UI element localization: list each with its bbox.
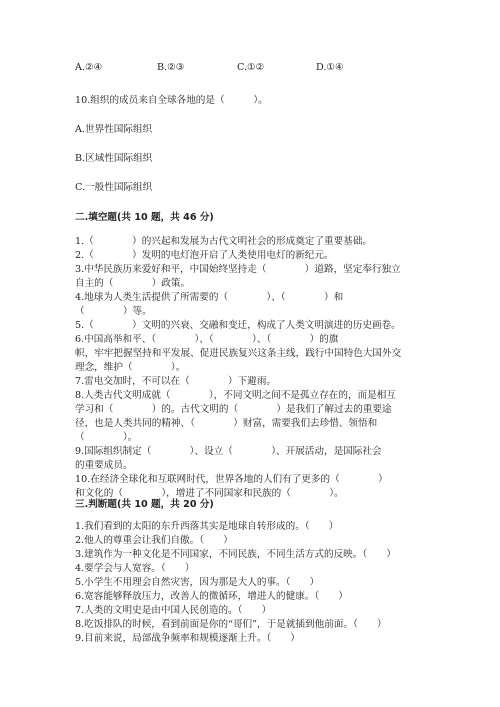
option-a: A.②④ (75, 62, 103, 73)
judge-line: 3.建筑作为一种文化是不同国家，不同民族，不同生活方式的反映。（ ） (75, 549, 396, 560)
judge-line: 7.人类的文明史是由中国人民创造的。（ ） (75, 605, 272, 616)
fill-line: 3.中华民族历来爱好和平，中国始终坚持走（ ）道路，坚定奉行独立 (75, 264, 401, 275)
fill-line: 径，也是人类共同的精神、（ ）财富，需要我们去珍惜、领悟和 (75, 418, 378, 429)
fill-line: 理念，维护（ ）。 (75, 362, 186, 373)
section-fill-blank-heading: 二.填空题(共 10 题，共 46 分) (75, 212, 214, 223)
fill-line: 2.（ ）发明的电灯泡开启了人类使用电灯的新纪元。 (75, 250, 334, 261)
fill-line: 10.在经济全球化和互联网时代，世界各地的人们有了更多的（ ） (75, 474, 388, 485)
option-b: B.②③ (157, 62, 185, 73)
q10-option-c: C.一般性国际组织 (75, 182, 153, 193)
judge-line: 2.他人的尊重会让我们自傲。（ ） (75, 535, 233, 546)
fill-line: 和文化的（ ），增进了不同国家和民族的（ ）。 (75, 488, 344, 499)
section-true-false-heading: 三.判断题(共 10 题，共 20 分) (75, 499, 214, 510)
option-c: C.①② (237, 62, 265, 73)
fill-line: 8.人类古代文明成就（ ），不同文明之间不是孤立存在的，而是相互 (75, 390, 396, 401)
q10-option-b: B.区域性国际组织 (75, 153, 153, 164)
judge-line: 1.我们看到的太阳的东升西落其实是地球自转形成的。（ ） (75, 521, 339, 532)
judge-line: 5.小学生不用理会自然灾害，因为那是大人的事。（ ） (75, 577, 320, 588)
fill-line: 9.国际组织制定（ ）、设立（ ）、开展活动，是国际社会 (75, 446, 382, 457)
q9-options (75, 62, 435, 76)
judge-line: 8.吃饭排队的时候，看到前面是你的“哥们”，于是就插到他前面。（ ） (75, 619, 387, 630)
true-false-questions (75, 520, 435, 646)
fill-line: 帜，牢牢把握坚持和平发展、促进民族复兴这条主线，践行中国特色大国外交 (75, 348, 402, 359)
fill-line: 自主的（ ）政策。 (75, 278, 191, 289)
option-d: D.①④ (316, 62, 344, 73)
fill-line: 6.中国高举和平、（ ）、（ ）、（ ）的旗 (75, 334, 339, 345)
judge-line: 6.宽容能够释放压力，改善人的微循环，增进人的健康。（ ） (75, 591, 348, 602)
fill-line: 的重要成员。 (75, 460, 133, 471)
judge-line: 9.目前来说，局部战争频率和规模逐渐上升。（ ） (75, 633, 301, 644)
q10-option-a: A.世界性国际组织 (75, 124, 153, 135)
fill-line: 学习和（ ）的。古代文明的（ ）是我们了解过去的重要途 (75, 404, 392, 415)
fill-line: 5.（ ）文明的兴衰、交融和变迁，构成了人类文明演进的历史画卷。 (75, 320, 401, 331)
fill-blank-questions (75, 235, 435, 501)
fill-line: （ ）等。 (75, 306, 152, 317)
fill-line: 7.雷电交加时，不可以在（ ）下避雨。 (75, 376, 277, 387)
fill-line: （ ）。 (75, 432, 138, 443)
fill-line: 1.（ ）的兴起和发展为古代文明社会的形成奠定了重要基础。 (75, 236, 372, 247)
fill-line: 4.地球为人类生活提供了所需要的（ ）、（ ）和 (75, 292, 344, 303)
q10-stem: 10.组织的成员来自全球各地的是（ ）。 (75, 95, 268, 106)
judge-line: 4.要学会与人宽容。（ ） (75, 563, 195, 574)
